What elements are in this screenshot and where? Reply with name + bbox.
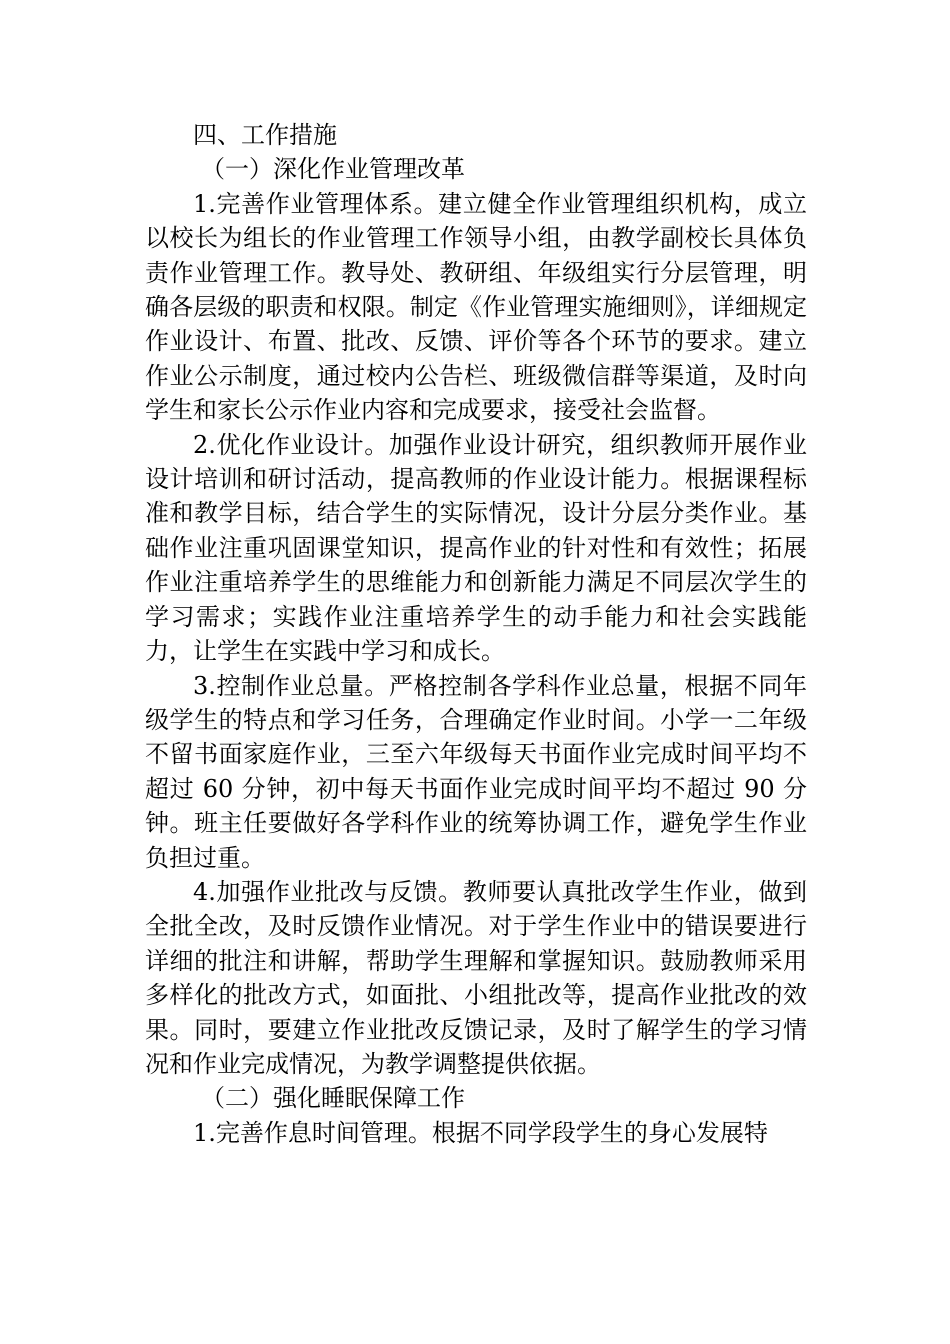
document-body — [145, 118, 807, 1150]
subsection-title-homework: （一）深化作业管理改革 — [201, 155, 465, 184]
paragraph-homework-design: 2.优化作业设计。加强作业设计研究，组织教师开展作业设计培训和研讨活动，提高教师的作业设计能力。根据课程标准和教学目标，结合学生的实际情况，设计分层分类作业。基础作业注重巩固课堂知识，提高作业的针对性和有效性；拓展作业注重培养学生的思维能力和创新能力满足不同层次学生的学习需求；实践作业注重培养学生的动手能力和社会实践能力，让学生在实践中学习和成长。 — [145, 430, 807, 666]
subsection-title-sleep: （二）强化睡眠保障工作 — [201, 1084, 465, 1113]
paragraph-schedule-management: 1.完善作息时间管理。根据不同学段学生的身心发展特 — [193, 1118, 768, 1147]
paragraph-homework-volume: 3.控制作业总量。严格控制各学科作业总量，根据不同年级学生的特点和学习任务，合理确定作业时间。小学一二年级不留书面家庭作业，三至六年级每天书面作业完成时间平均不超过 60 分钟，初中每天书面作业完成时间平均不超过 90 分钟。班主任要做好各学科作业的统筹协调工作，避免学生作业负担过重。 — [145, 671, 807, 872]
paragraph-homework-system: 1.完善作业管理体系。建立健全作业管理组织机构，成立以校长为组长的作业管理工作领导小组，由教学副校长具体负责作业管理工作。教导处、教研组、年级组实行分层管理，明确各层级的职责和权限。制定《作业管理实施细则》，详细规定作业设计、布置、批改、反馈、评价等各个环节的要求。建立作业公示制度，通过校内公告栏、班级微信群等渠道，及时向学生和家长公示作业内容和完成要求，接受社会监督。 — [145, 189, 807, 425]
section-heading-measures: 四、工作措施 — [193, 121, 337, 149]
paragraph-homework-feedback: 4.加强作业批改与反馈。教师要认真批改学生作业，做到全批全改，及时反馈作业情况。对于学生作业中的错误要进行详细的批注和讲解，帮助学生理解和掌握知识。鼓励教师采用多样化的批改方式，如面批、小组批改等，提高作业批改的效果。同时，要建立作业批改反馈记录，及时了解学生的学习情况和作业完成情况，为教学调整提供依据。 — [145, 877, 807, 1078]
